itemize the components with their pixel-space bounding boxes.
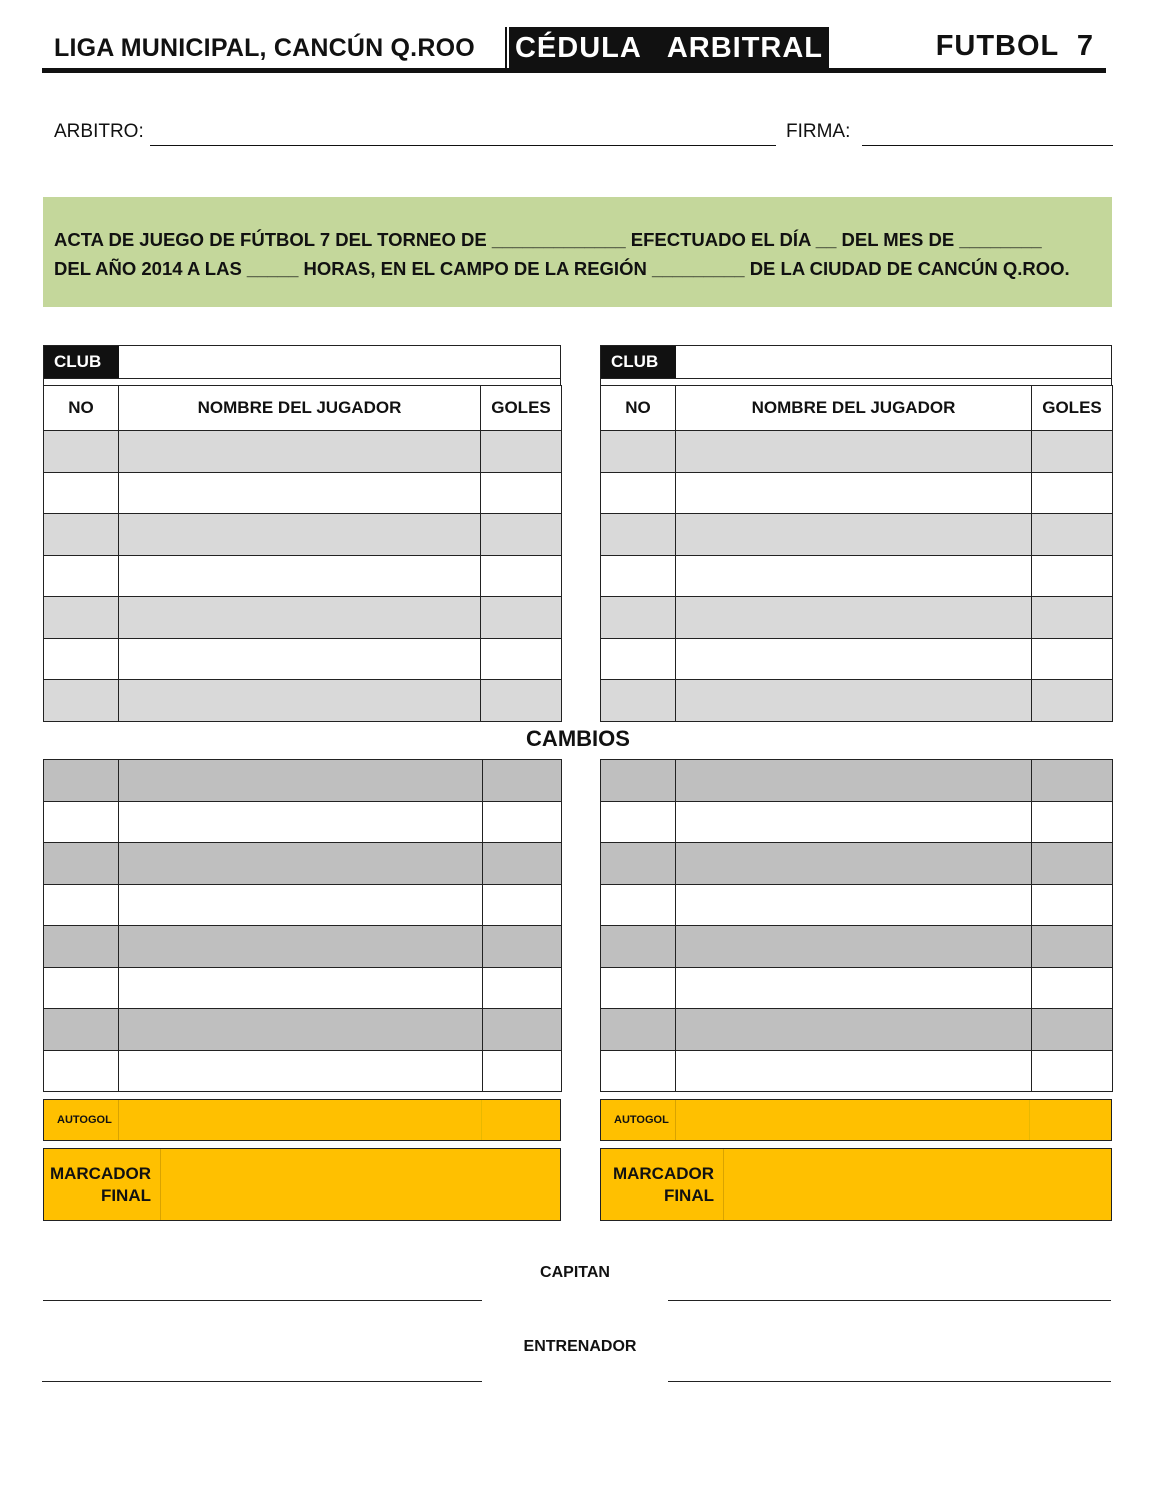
- match-act-box: [43, 197, 1112, 307]
- own-goal-row-right: [600, 1099, 1112, 1141]
- cell-no[interactable]: [44, 884, 119, 926]
- own-goal-count-field[interactable]: [1030, 1100, 1111, 1140]
- club-label: CLUB: [44, 346, 119, 378]
- substitutions-title: CAMBIOS: [526, 726, 630, 751]
- cell-name[interactable]: [119, 1050, 483, 1092]
- cell-name[interactable]: [676, 801, 1032, 843]
- cell-name[interactable]: [676, 843, 1032, 885]
- cell-goals[interactable]: [483, 967, 562, 1009]
- table-row: [601, 967, 1113, 1009]
- table-row: [44, 514, 562, 556]
- cell-name[interactable]: [676, 967, 1032, 1009]
- cell-name[interactable]: [676, 555, 1032, 597]
- cell-no[interactable]: [44, 760, 119, 802]
- team-right: [600, 345, 1112, 722]
- cell-goals[interactable]: [1032, 597, 1113, 639]
- players-table: [600, 385, 1113, 722]
- coach-signature-line-right[interactable]: [668, 1381, 1111, 1382]
- column-header-no: NO: [44, 386, 119, 431]
- column-header-no: NO: [601, 386, 676, 431]
- cell-goals[interactable]: [1032, 555, 1113, 597]
- cell-no[interactable]: [601, 680, 676, 722]
- table-row: [601, 926, 1113, 968]
- cell-name[interactable]: [676, 1009, 1032, 1051]
- cell-name[interactable]: [119, 472, 481, 514]
- team-left: [43, 345, 561, 722]
- table-row: [601, 514, 1113, 556]
- column-header-name: NOMBRE DEL JUGADOR: [119, 386, 481, 431]
- header-rule: [42, 68, 1106, 73]
- table-row: [44, 680, 562, 722]
- final-score-label-line-1: MARCADOR: [612, 1164, 714, 1183]
- cell-no[interactable]: [44, 1009, 119, 1051]
- signature-field[interactable]: [862, 145, 1113, 146]
- own-goal-player-field[interactable]: [119, 1100, 482, 1140]
- cell-name[interactable]: [676, 514, 1032, 556]
- table-row: [44, 638, 562, 680]
- cell-goals[interactable]: [1032, 967, 1113, 1009]
- cell-goals[interactable]: [1032, 472, 1113, 514]
- table-row: [44, 884, 562, 926]
- column-header-goals: GOLES: [1032, 386, 1113, 431]
- table-row: [44, 472, 562, 514]
- cell-goals[interactable]: [481, 514, 562, 556]
- table-row: [601, 884, 1113, 926]
- cell-no[interactable]: [601, 638, 676, 680]
- cell-no[interactable]: [44, 1050, 119, 1092]
- cell-no[interactable]: [601, 801, 676, 843]
- act-line-1: ACTA DE JUEGO DE FÚTBOL 7 DEL TORNEO DE _____________ EFECTUADO EL DÍA __ DEL MES DE ________: [54, 229, 1042, 250]
- cell-no[interactable]: [601, 884, 676, 926]
- cell-name[interactable]: [119, 431, 481, 473]
- cell-goals[interactable]: [1032, 1050, 1113, 1092]
- final-score-label-line-1: MARCADOR: [49, 1164, 151, 1183]
- table-row: [601, 431, 1113, 473]
- club-row: [600, 345, 1112, 379]
- club-name-field[interactable]: [119, 346, 560, 378]
- cell-no[interactable]: [44, 514, 119, 556]
- table-row: [601, 801, 1113, 843]
- cell-goals[interactable]: [1032, 680, 1113, 722]
- own-goal-player-field[interactable]: [676, 1100, 1030, 1140]
- cell-name[interactable]: [119, 967, 483, 1009]
- substitutions-table-right: [600, 759, 1113, 1092]
- cell-goals[interactable]: [483, 926, 562, 968]
- cell-goals[interactable]: [1032, 926, 1113, 968]
- cell-no[interactable]: [44, 926, 119, 968]
- act-line-2: DEL AÑO 2014 A LAS _____ HORAS, EN EL CAMPO DE LA REGIÓN _________ DE LA CIUDAD DE CANCÚN Q.ROO.: [54, 258, 1070, 279]
- cell-goals[interactable]: [1032, 801, 1113, 843]
- cell-goals[interactable]: [1032, 514, 1113, 556]
- table-row: [601, 760, 1113, 802]
- final-score-box-left: [43, 1148, 561, 1221]
- cell-goals[interactable]: [483, 884, 562, 926]
- cell-no[interactable]: [601, 760, 676, 802]
- cell-name[interactable]: [119, 926, 483, 968]
- cell-name[interactable]: [119, 884, 483, 926]
- league-name: LIGA MUNICIPAL, CANCÚN Q.ROO: [54, 34, 475, 62]
- cell-no[interactable]: [44, 801, 119, 843]
- final-score-label-line-2: FINAL: [100, 1186, 151, 1205]
- final-score-field[interactable]: [724, 1149, 1111, 1220]
- table-row: [44, 555, 562, 597]
- cell-goals[interactable]: [1032, 638, 1113, 680]
- signature-label: FIRMA:: [786, 121, 851, 142]
- cell-name[interactable]: [676, 1050, 1032, 1092]
- final-score-box-right: [600, 1148, 1112, 1221]
- coach-label: ENTRENADOR: [523, 1338, 637, 1355]
- cell-no[interactable]: [601, 472, 676, 514]
- cell-name[interactable]: [119, 680, 481, 722]
- captain-signature-line-right[interactable]: [668, 1300, 1111, 1301]
- cell-goals[interactable]: [1032, 884, 1113, 926]
- cell-name[interactable]: [676, 431, 1032, 473]
- own-goal-label: AUTOGOL: [601, 1100, 676, 1140]
- table-row: [44, 1050, 562, 1092]
- cell-goals[interactable]: [1032, 431, 1113, 473]
- cell-name[interactable]: [676, 472, 1032, 514]
- coach-signature-line-left[interactable]: [42, 1381, 482, 1382]
- cell-name[interactable]: [676, 638, 1032, 680]
- cell-goals[interactable]: [481, 680, 562, 722]
- final-score-label: [44, 1149, 161, 1220]
- cell-name[interactable]: [119, 760, 483, 802]
- final-score-label-line-2: FINAL: [663, 1186, 714, 1205]
- own-goal-row-left: [43, 1099, 561, 1141]
- cell-goals[interactable]: [481, 431, 562, 473]
- cell-name[interactable]: [119, 638, 481, 680]
- final-score-field[interactable]: [161, 1149, 560, 1220]
- table-row: [601, 597, 1113, 639]
- cell-goals[interactable]: [481, 555, 562, 597]
- referee-field[interactable]: [150, 145, 776, 146]
- substitutions-table-left: [43, 759, 562, 1092]
- club-row: [43, 345, 561, 379]
- title-divider: [505, 27, 507, 69]
- cell-no[interactable]: [44, 597, 119, 639]
- cell-no[interactable]: [601, 431, 676, 473]
- cell-goals[interactable]: [483, 1009, 562, 1051]
- table-row: [44, 843, 562, 885]
- table-row: [601, 843, 1113, 885]
- table-row: [601, 1050, 1113, 1092]
- cell-no[interactable]: [601, 514, 676, 556]
- cell-goals[interactable]: [481, 472, 562, 514]
- document-title: CÉDULA ARBITRAL: [509, 27, 829, 69]
- cell-no[interactable]: [601, 555, 676, 597]
- captain-signature-line-left[interactable]: [43, 1300, 482, 1301]
- cell-no[interactable]: [44, 431, 119, 473]
- final-score-label: [601, 1149, 724, 1220]
- sport-label: FUTBOL 7: [935, 30, 1094, 62]
- table-row: [44, 1009, 562, 1051]
- column-header-goals: GOLES: [481, 386, 562, 431]
- cell-goals[interactable]: [483, 760, 562, 802]
- cell-goals[interactable]: [483, 843, 562, 885]
- cell-name[interactable]: [119, 514, 481, 556]
- cell-name[interactable]: [676, 680, 1032, 722]
- table-row: [601, 472, 1113, 514]
- cell-goals[interactable]: [481, 597, 562, 639]
- cell-no[interactable]: [44, 555, 119, 597]
- cell-no[interactable]: [44, 843, 119, 885]
- cell-name[interactable]: [676, 926, 1032, 968]
- players-table: [43, 385, 562, 722]
- cell-name[interactable]: [119, 801, 483, 843]
- cell-name[interactable]: [119, 843, 483, 885]
- cell-no[interactable]: [44, 680, 119, 722]
- table-row: [44, 967, 562, 1009]
- column-header-name: NOMBRE DEL JUGADOR: [676, 386, 1032, 431]
- cell-goals[interactable]: [1032, 760, 1113, 802]
- cell-no[interactable]: [44, 472, 119, 514]
- table-row: [601, 638, 1113, 680]
- cell-name[interactable]: [676, 597, 1032, 639]
- cell-goals[interactable]: [1032, 843, 1113, 885]
- cell-no[interactable]: [601, 597, 676, 639]
- cell-no[interactable]: [44, 967, 119, 1009]
- cell-no[interactable]: [601, 926, 676, 968]
- own-goal-label: AUTOGOL: [44, 1100, 119, 1140]
- own-goal-count-field[interactable]: [482, 1100, 560, 1140]
- cell-goals[interactable]: [483, 801, 562, 843]
- club-label: CLUB: [601, 346, 676, 378]
- table-row: [601, 555, 1113, 597]
- cell-name[interactable]: [119, 597, 481, 639]
- cell-no[interactable]: [601, 1009, 676, 1051]
- table-row: [601, 680, 1113, 722]
- cell-no[interactable]: [601, 843, 676, 885]
- table-row: [44, 597, 562, 639]
- table-row: [44, 431, 562, 473]
- cell-name[interactable]: [119, 555, 481, 597]
- referee-label: ARBITRO:: [54, 121, 144, 142]
- table-row: [44, 801, 562, 843]
- table-row: [44, 760, 562, 802]
- cell-goals[interactable]: [1032, 1009, 1113, 1051]
- cell-name[interactable]: [676, 760, 1032, 802]
- cell-goals[interactable]: [481, 638, 562, 680]
- cell-name[interactable]: [119, 1009, 483, 1051]
- club-name-field[interactable]: [676, 346, 1111, 378]
- cell-name[interactable]: [676, 884, 1032, 926]
- table-row: [601, 1009, 1113, 1051]
- cell-goals[interactable]: [483, 1050, 562, 1092]
- captain-label: CAPITAN: [540, 1264, 610, 1281]
- table-row: [44, 926, 562, 968]
- cell-no[interactable]: [601, 967, 676, 1009]
- cell-no[interactable]: [601, 1050, 676, 1092]
- cell-no[interactable]: [44, 638, 119, 680]
